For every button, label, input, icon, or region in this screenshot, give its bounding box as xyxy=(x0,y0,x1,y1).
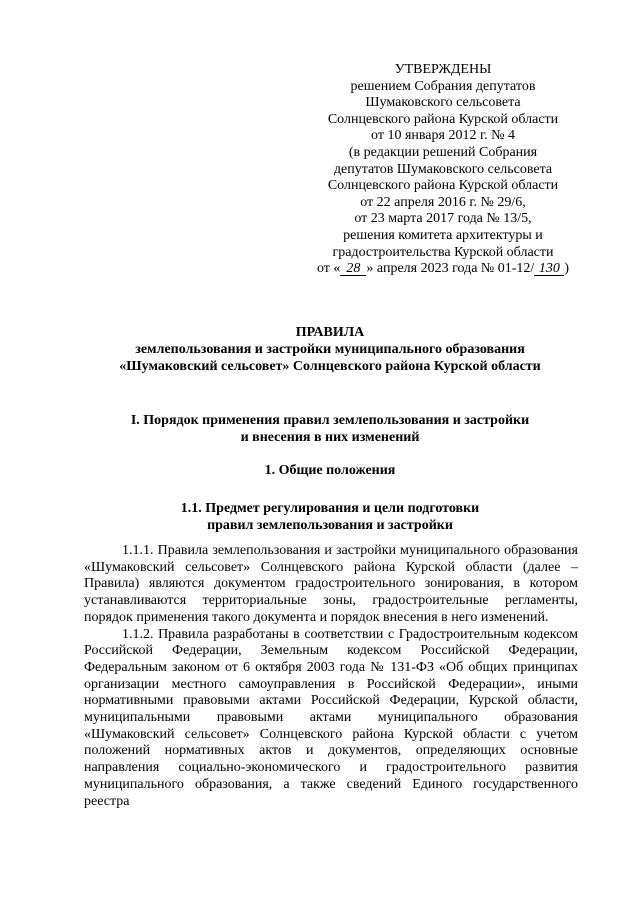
section-heading xyxy=(60,462,600,479)
approval-line: Солнцевского района Курской области xyxy=(327,111,559,127)
subsection-line: правил землепользования и застройки xyxy=(207,518,453,533)
paragraph: 1.1.1. Правила землепользования и застройки муниципального образования «Шумаковский сельсовет» Солнцевского района Курской области (далее – Правила) являются документом градостроительного зонирования, в котором устанавливаются территориальные зоны, градостроительные регламенты, порядок применения такого документа и порядок внесения в него изменений. xyxy=(84,543,578,625)
chapter-heading xyxy=(60,412,600,446)
chapter-line: I. Порядок применения правил землепользования и застройки xyxy=(130,413,530,428)
title-main: ПРАВИЛА xyxy=(295,325,365,340)
title-sub: «Шумаковский сельсовет» Солнцевского района Курской области xyxy=(119,359,541,374)
approval-line: Шумаковского сельсовета xyxy=(365,95,521,111)
approval-line: от 23 марта 2017 года № 13/5, xyxy=(354,211,532,227)
approval-line: Солнцевского района Курской области xyxy=(327,178,559,194)
handwritten-number: 130 xyxy=(534,262,564,276)
approval-line: решением Собрания депутатов xyxy=(350,78,536,94)
subsection-line: 1.1. Предмет регулирования и цели подготовки xyxy=(180,501,480,516)
document-title xyxy=(60,324,600,375)
approval-stamp xyxy=(298,62,588,278)
approval-line: градостроительства Курской области xyxy=(332,244,554,260)
handwritten-day: 28 xyxy=(340,262,366,276)
chapter-line: и внесения в них изменений xyxy=(240,430,420,445)
approval-line: депутатов Шумаковского сельсовета xyxy=(333,161,553,177)
approval-line: решения комитета архитектуры и xyxy=(343,227,543,243)
approval-last-line xyxy=(298,261,588,278)
approval-last-middle: » апреля 2023 года № 01-12/ xyxy=(366,261,535,277)
section-title: 1. Общие положения xyxy=(264,463,396,478)
approval-heading: УТВЕРЖДЕНЫ xyxy=(394,62,492,77)
approval-line: (в редакции решений Собрания xyxy=(348,144,538,160)
approval-last-suffix: ) xyxy=(564,261,569,277)
paragraph: 1.1.2. Правила разработаны в соответствии с Градостроительным кодексом Российской Федерации, Земельным кодексом Российской Федерации, Федеральным законом от 6 октября 2003 года № 131-ФЗ «Об общих принципах организации местного самоуправления в Российской Федерации», иными нормативными правовыми актами Российской Федерации, Курской области, муниципальными правовыми актами муниципального образования «Шумаковский сельсовет» Солнцевского района Курской области с учетом положений нормативных актов и документов, определяющих основные направления социально-экономического и градостроительного развития муниципального образования, а также сведений Единого государственного реестра xyxy=(84,626,578,809)
body-text xyxy=(84,543,578,810)
subsection-heading xyxy=(60,500,600,534)
approval-line: от 10 января 2012 г. № 4 xyxy=(371,128,515,144)
approval-line: от 22 апреля 2016 г. № 29/6, xyxy=(360,194,526,210)
title-sub: землепользования и застройки муниципального образования xyxy=(135,342,525,357)
approval-last-prefix: от « xyxy=(316,261,341,277)
